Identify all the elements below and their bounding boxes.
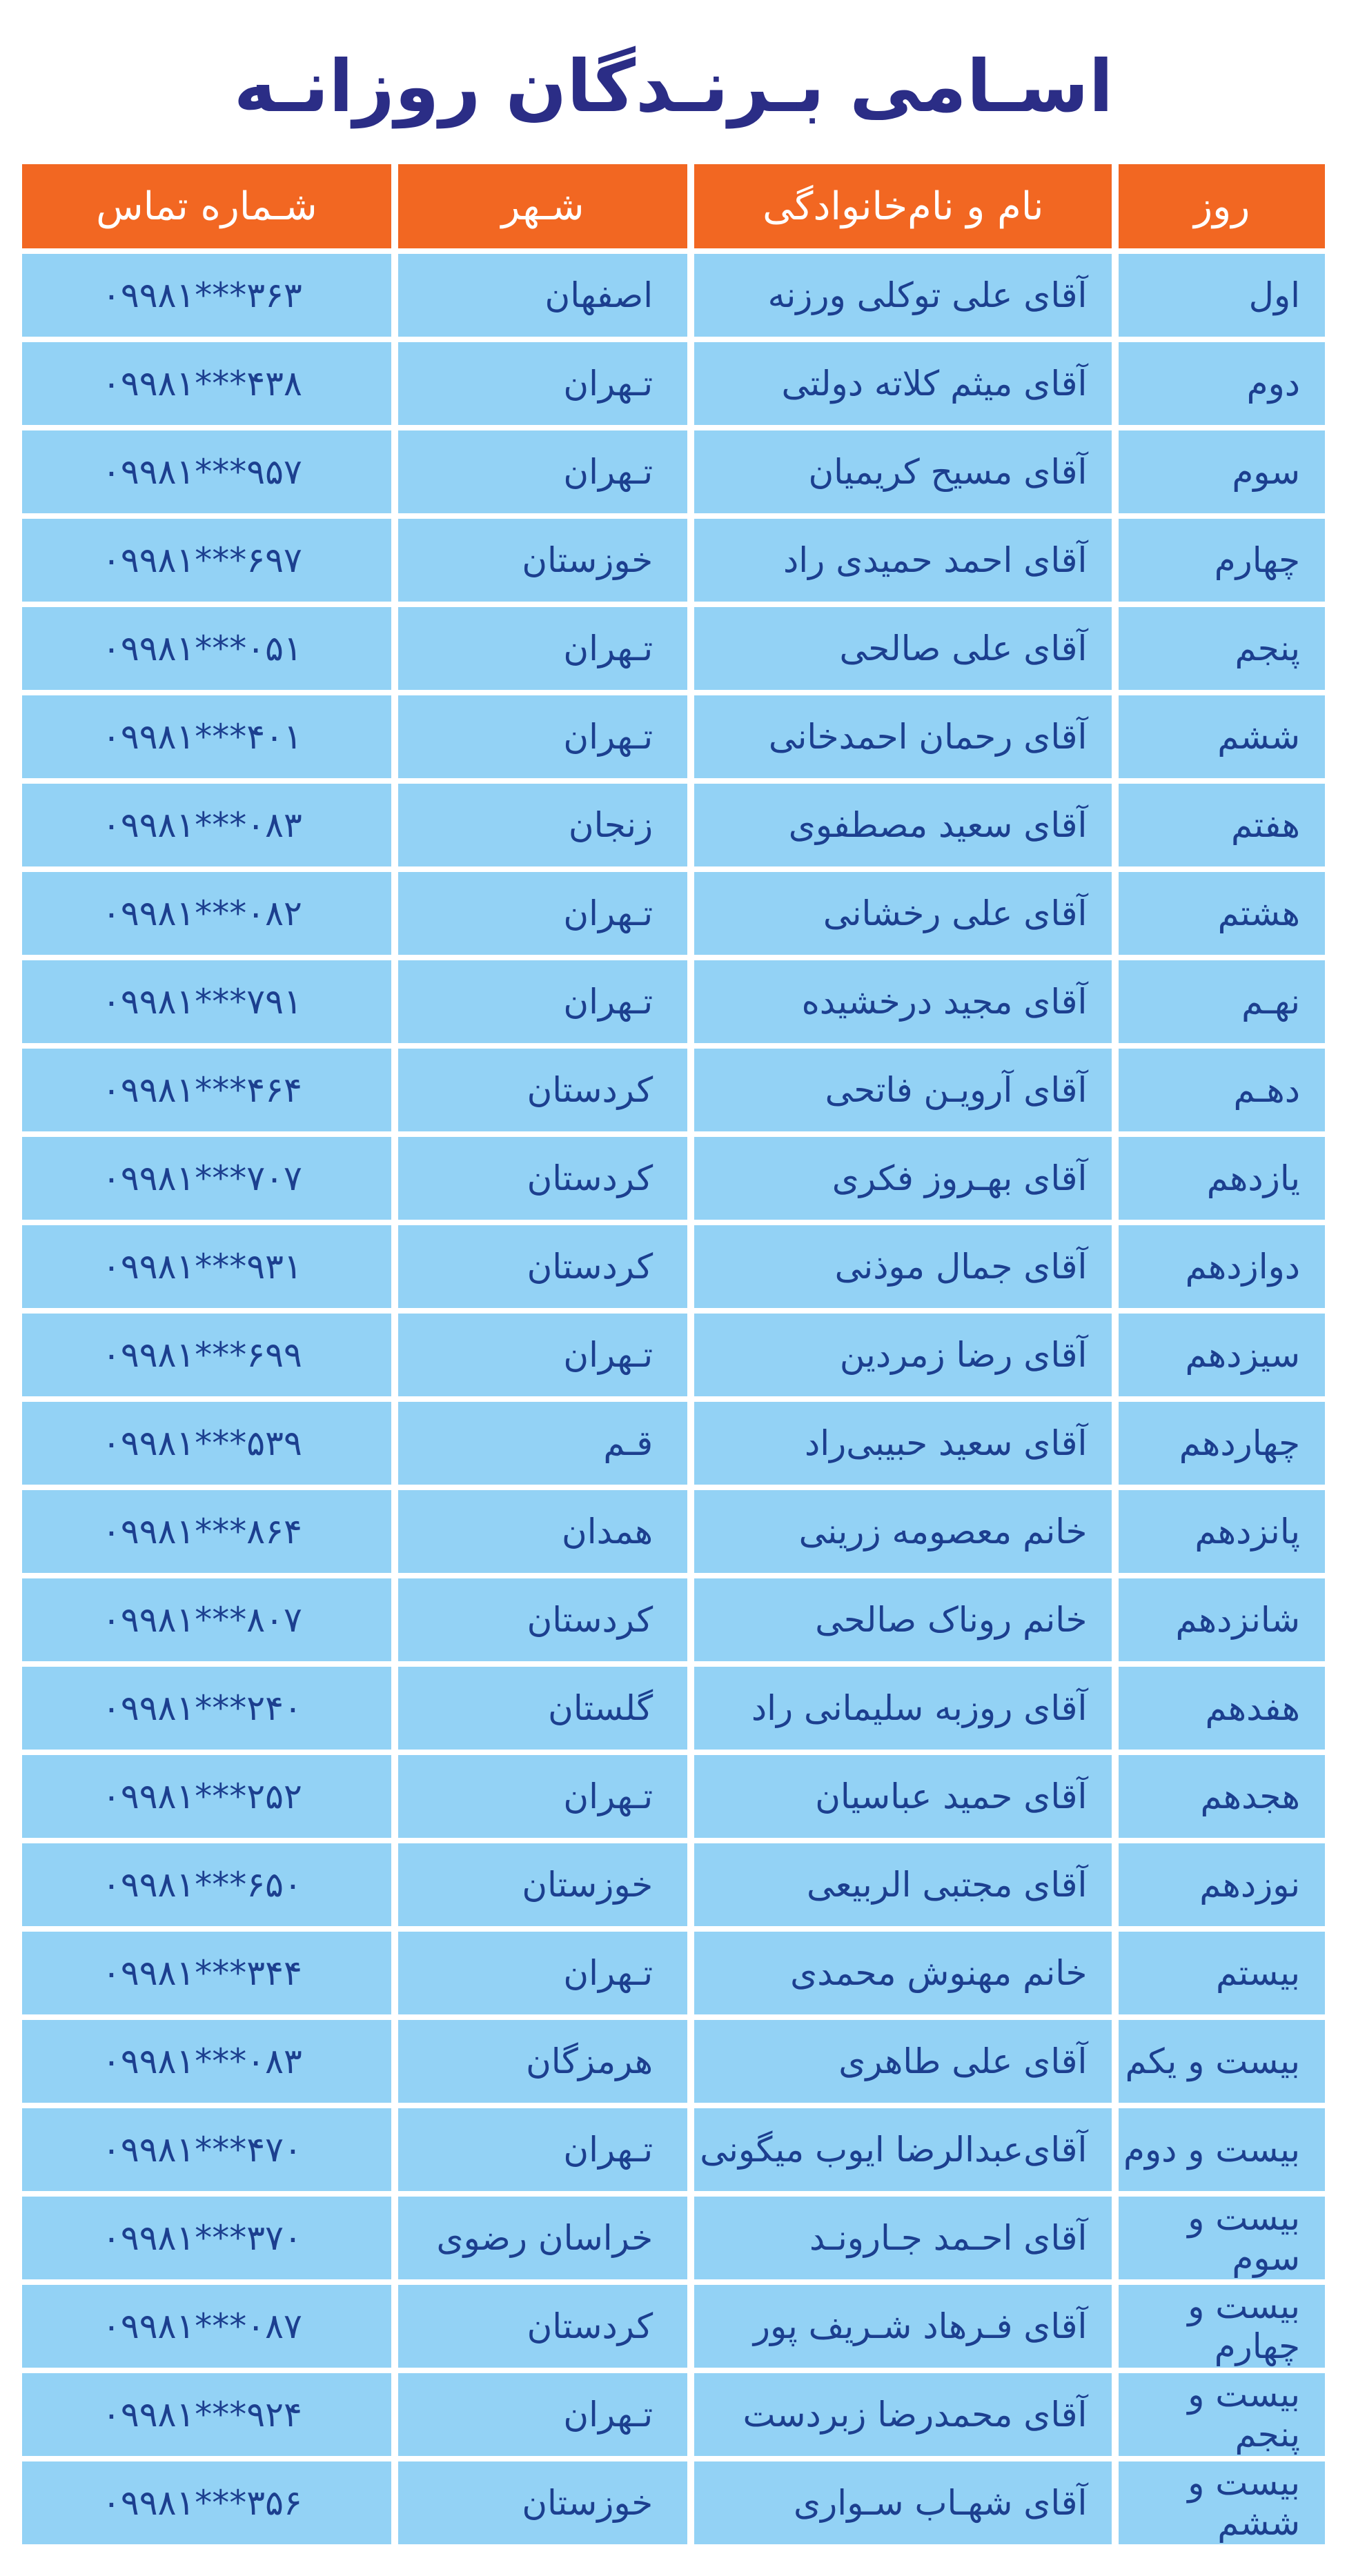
city-cell: تـهران — [398, 342, 687, 425]
table-row — [22, 1843, 1325, 1926]
header-day: روز — [1119, 164, 1325, 248]
phone-cell: ۰۹۹۸۱***۷۹۱ — [22, 960, 391, 1043]
city-cell: کردستان — [398, 1225, 687, 1308]
phone-cell: ۰۹۹۸۱***۷۰۷ — [22, 1137, 391, 1220]
name-cell: آقای شهـاب سـواری — [694, 2461, 1112, 2544]
day-cell: بیست و سوم — [1119, 2197, 1325, 2279]
phone-cell: ۰۹۹۸۱***۲۵۲ — [22, 1755, 391, 1838]
day-cell: سیزدهم — [1119, 1314, 1325, 1396]
name-cell: آقای احـمد جـارونـد — [694, 2197, 1112, 2279]
day-cell: بیست و یکم — [1119, 2020, 1325, 2103]
day-cell: پانزدهم — [1119, 1490, 1325, 1573]
phone-cell: ۰۹۹۸۱***۶۹۹ — [22, 1314, 391, 1396]
day-cell: هجدهم — [1119, 1755, 1325, 1838]
day-cell: هفدهم — [1119, 1667, 1325, 1750]
city-cell: گلستان — [398, 1667, 687, 1750]
phone-cell: ۰۹۹۸۱***۰۵۱ — [22, 607, 391, 690]
name-cell: آقای میثم کلاته دولتی — [694, 342, 1112, 425]
name-cell: آقای سعید مصطفوی — [694, 784, 1112, 866]
city-cell: کردستان — [398, 1049, 687, 1131]
phone-cell: ۰۹۹۸۱***۴۷۰ — [22, 2108, 391, 2191]
phone-cell: ۰۹۹۸۱***۹۲۴ — [22, 2373, 391, 2456]
city-cell: تـهران — [398, 1932, 687, 2014]
day-cell: پنجم — [1119, 607, 1325, 690]
table-row — [22, 519, 1325, 602]
phone-cell: ۰۹۹۸۱***۳۷۰ — [22, 2197, 391, 2279]
phone-cell: ۰۹۹۸۱***۹۵۷ — [22, 430, 391, 513]
day-cell: هشتم — [1119, 872, 1325, 955]
name-cell: آقای علی توکلی ورزنه — [694, 254, 1112, 337]
day-cell: چهاردهم — [1119, 1402, 1325, 1485]
day-cell: هفتم — [1119, 784, 1325, 866]
table-row — [22, 254, 1325, 337]
phone-cell: ۰۹۹۸۱***۹۳۱ — [22, 1225, 391, 1308]
city-cell: تـهران — [398, 607, 687, 690]
city-cell: همدان — [398, 1490, 687, 1573]
table-row — [22, 2197, 1325, 2279]
day-cell: بیست و پنجم — [1119, 2373, 1325, 2456]
phone-cell: ۰۹۹۸۱***۳۴۴ — [22, 1932, 391, 2014]
city-cell: تـهران — [398, 2373, 687, 2456]
name-cell: آقای حمید عباسیان — [694, 1755, 1112, 1838]
day-cell: بیست و ششم — [1119, 2461, 1325, 2544]
page-title: اسـامی بـرنـدگان روزانـه — [233, 44, 1114, 128]
header-phone: شـماره تماس — [22, 164, 391, 248]
table-row — [22, 872, 1325, 955]
table-header-row — [22, 164, 1325, 248]
winners-rows — [22, 254, 1325, 2544]
winners-table — [15, 159, 1332, 2550]
table-row — [22, 1932, 1325, 2014]
table-row — [22, 1137, 1325, 1220]
city-cell: تـهران — [398, 872, 687, 955]
name-cell: آقای سعید حبیبی‌راد — [694, 1402, 1112, 1485]
phone-cell: ۰۹۹۸۱***۰۸۲ — [22, 872, 391, 955]
phone-cell: ۰۹۹۸۱***۰۸۷ — [22, 2285, 391, 2368]
name-cell: آقای احمد حمیدی راد — [694, 519, 1112, 602]
day-cell: دهـم — [1119, 1049, 1325, 1131]
day-cell: بیستم — [1119, 1932, 1325, 2014]
name-cell: خانم روناک صالحی — [694, 1578, 1112, 1661]
table-row — [22, 1578, 1325, 1661]
city-cell: تـهران — [398, 960, 687, 1043]
city-cell: تـهران — [398, 695, 687, 778]
day-cell: نهـم — [1119, 960, 1325, 1043]
name-cell: آقای مجید درخشیده — [694, 960, 1112, 1043]
city-cell: تـهران — [398, 1755, 687, 1838]
name-cell: خانم مهنوش محمدی — [694, 1932, 1112, 2014]
name-cell: آقای روزبه سلیمانی راد — [694, 1667, 1112, 1750]
name-cell: آقای علی طاهری — [694, 2020, 1112, 2103]
table-row — [22, 342, 1325, 425]
city-cell: کردستان — [398, 2285, 687, 2368]
city-cell: خوزستان — [398, 519, 687, 602]
day-cell: اول — [1119, 254, 1325, 337]
day-cell: دوازدهم — [1119, 1225, 1325, 1308]
name-cell: آقای آرویـن فاتحی — [694, 1049, 1112, 1131]
header-city: شـهر — [398, 164, 687, 248]
phone-cell: ۰۹۹۸۱***۸۰۷ — [22, 1578, 391, 1661]
city-cell: خوزستان — [398, 2461, 687, 2544]
phone-cell: ۰۹۹۸۱***۳۵۶ — [22, 2461, 391, 2544]
day-cell: ششم — [1119, 695, 1325, 778]
table-row — [22, 1667, 1325, 1750]
phone-cell: ۰۹۹۸۱***۴۶۴ — [22, 1049, 391, 1131]
day-cell: یازدهم — [1119, 1137, 1325, 1220]
name-cell: آقای مسیح کریمیان — [694, 430, 1112, 513]
day-cell: نوزدهم — [1119, 1843, 1325, 1926]
city-cell: تـهران — [398, 430, 687, 513]
phone-cell: ۰۹۹۸۱***۳۶۳ — [22, 254, 391, 337]
phone-cell: ۰۹۹۸۱***۸۶۴ — [22, 1490, 391, 1573]
table-row — [22, 2461, 1325, 2544]
city-cell: زنجان — [398, 784, 687, 866]
name-cell: آقای بهـروز فکری — [694, 1137, 1112, 1220]
city-cell: قـم — [398, 1402, 687, 1485]
day-cell: سوم — [1119, 430, 1325, 513]
table-row — [22, 430, 1325, 513]
header-name: نام و نام‌خانوادگی — [694, 164, 1112, 248]
phone-cell: ۰۹۹۸۱***۰۸۳ — [22, 784, 391, 866]
phone-cell: ۰۹۹۸۱***۶۹۷ — [22, 519, 391, 602]
day-cell: شانزدهم — [1119, 1578, 1325, 1661]
day-cell: دوم — [1119, 342, 1325, 425]
table-row — [22, 2373, 1325, 2456]
city-cell: تـهران — [398, 1314, 687, 1396]
table-row — [22, 1225, 1325, 1308]
name-cell: آقای رحمان احمدخانی — [694, 695, 1112, 778]
phone-cell: ۰۹۹۸۱***۴۳۸ — [22, 342, 391, 425]
table-row — [22, 2285, 1325, 2368]
name-cell: آقای فـرهاد شـریف پور — [694, 2285, 1112, 2368]
city-cell: خراسان رضوی — [398, 2197, 687, 2279]
table-row — [22, 1490, 1325, 1573]
table-row — [22, 607, 1325, 690]
day-cell: بیست و چهارم — [1119, 2285, 1325, 2368]
city-cell: کردستان — [398, 1578, 687, 1661]
table-row — [22, 2108, 1325, 2191]
phone-cell: ۰۹۹۸۱***۶۵۰ — [22, 1843, 391, 1926]
phone-cell: ۰۹۹۸۱***۲۴۰ — [22, 1667, 391, 1750]
name-cell: آقای علی صالحی — [694, 607, 1112, 690]
phone-cell: ۰۹۹۸۱***۵۳۹ — [22, 1402, 391, 1485]
city-cell: تـهران — [398, 2108, 687, 2191]
table-row — [22, 784, 1325, 866]
city-cell: کردستان — [398, 1137, 687, 1220]
name-cell: آقای رضا زمردین — [694, 1314, 1112, 1396]
table-row — [22, 960, 1325, 1043]
table-row — [22, 2020, 1325, 2103]
name-cell: آقای محمدرضا زبردست — [694, 2373, 1112, 2456]
table-row — [22, 1049, 1325, 1131]
city-cell: هرمزگان — [398, 2020, 687, 2103]
table-row — [22, 1755, 1325, 1838]
table-row — [22, 1314, 1325, 1396]
city-cell: خوزستان — [398, 1843, 687, 1926]
table-row — [22, 695, 1325, 778]
phone-cell: ۰۹۹۸۱***۰۸۳ — [22, 2020, 391, 2103]
day-cell: چهارم — [1119, 519, 1325, 602]
name-cell: آقای مجتبی الربیعی — [694, 1843, 1112, 1926]
city-cell: اصفهان — [398, 254, 687, 337]
table-row — [22, 1402, 1325, 1485]
name-cell: آقای‌عبدالرضا ایوب میگونی — [694, 2108, 1112, 2191]
name-cell: آقای جمال موذنی — [694, 1225, 1112, 1308]
name-cell: آقای علی رخشانی — [694, 872, 1112, 955]
phone-cell: ۰۹۹۸۱***۴۰۱ — [22, 695, 391, 778]
name-cell: خانم معصومه زرینی — [694, 1490, 1112, 1573]
day-cell: بیست و دوم — [1119, 2108, 1325, 2191]
